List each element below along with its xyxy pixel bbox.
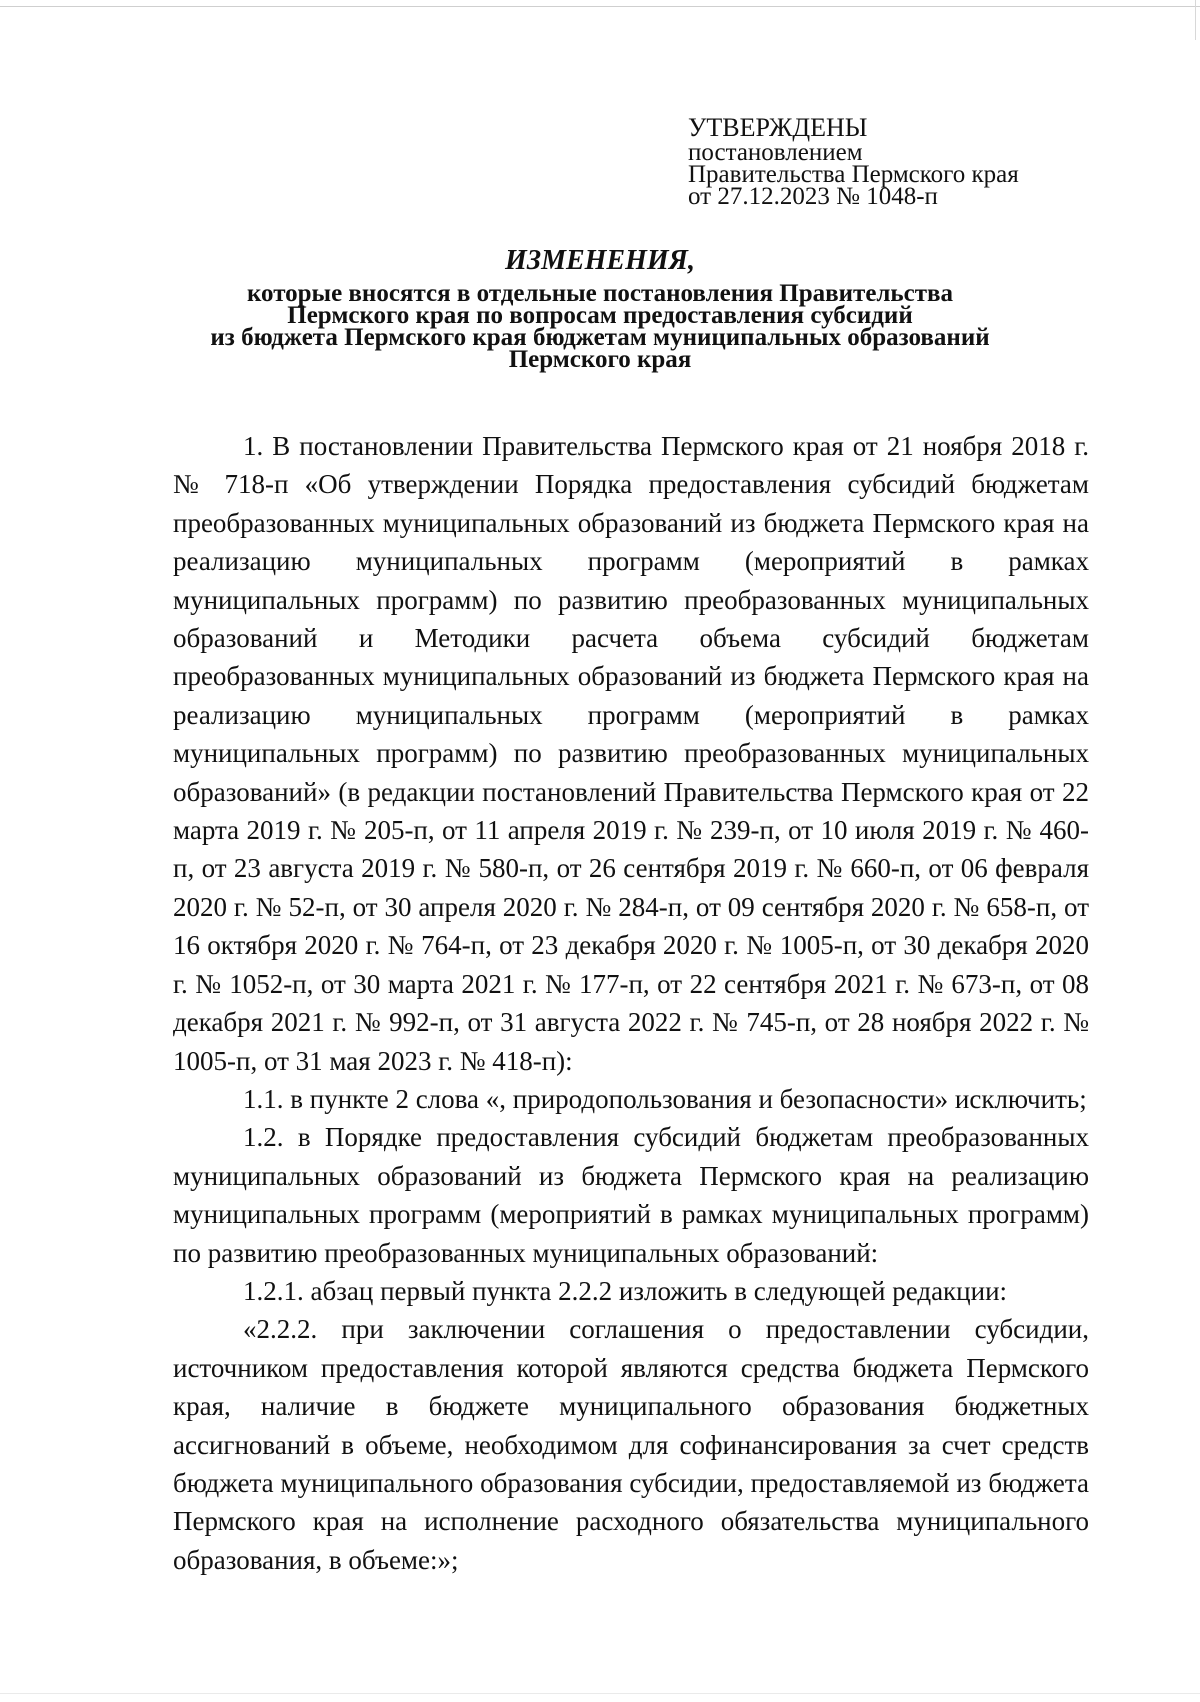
approval-stamp: УТВЕРЖДЕНЫ xyxy=(688,113,868,142)
approval-line-2: Правительства Пермского края xyxy=(688,161,1019,188)
paragraph-1-2-1: 1.2.1. абзац первый пункта 2.2.2 изложить в следующей редакции: xyxy=(243,1275,1008,1306)
document-subtitle xyxy=(150,280,1050,373)
subtitle-line-1: которые вносятся в отдельные постановления Правительства xyxy=(246,280,954,307)
paragraph-1-2: 1.2. в Порядке предоставления субсидий бюджетам преобразованных муниципальных образований из бюджета Пермского края на реализацию муниципальных программ (мероприятий в рамках муниципальных программ) по развитию преобразованных муниципальных образований: xyxy=(173,1122,1089,1268)
scan-right-edge xyxy=(1195,0,1196,40)
scan-bottom-edge xyxy=(0,1693,1200,1694)
subtitle-line-3: из бюджета Пермского края бюджетам муниципальных образований xyxy=(210,324,990,351)
document-title: ИЗМЕНЕНИЯ, xyxy=(505,245,695,276)
approval-line-1: постановлением xyxy=(688,139,863,166)
approval-block xyxy=(688,114,1108,208)
paragraph-2-2-2-quote: «2.2.2. при заключении соглашения о предоставлении субсидии, источником предоставления которой являются средства бюджета Пермского края, наличие в бюджете муниципального образования бюджетных ассигнований в объеме, необходимом для софинансирования за счет средств бюджета муниципального образования субсидии, предоставляемой из бюджета Пермского края на исполнение расходного обязательства муниципального образования, в объеме:»; xyxy=(173,1314,1089,1575)
subtitle-line-4: Пермского края xyxy=(508,346,692,373)
subtitle-line-2: Пермского края по вопросам предоставления субсидий xyxy=(287,302,913,329)
scan-top-edge xyxy=(0,6,1200,7)
paragraph-1-1: 1.1. в пункте 2 слова «, природопользования и безопасности» исключить; xyxy=(243,1083,1087,1114)
document-body xyxy=(173,427,1089,1579)
paragraph-1: 1. В постановлении Правительства Пермского края от 21 ноября 2018 г. № 718-п «Об утверждении Порядка предоставления субсидий бюджетам преобразованных муниципальных образований из бюджета Пермского края на реализацию муниципальных программ (мероприятий в рамках муниципальных программ) по развитию преобразованных муниципальных образований и Методики расчета объема субсидий бюджетам преобразованных муниципальных образований из бюджета Пермского края на реализацию муниципальных программ (мероприятий в рамках муниципальных программ) по развитию преобразованных муниципальных образований» (в редакции постановлений Правительства Пермского края от 22 марта 2019 г. № 205-п, от 11 апреля 2019 г. № 239-п, от 10 июля 2019 г. № 460-п, от 23 августа 2019 г. № 580-п, от 26 сентября 2019 г. № 660-п, от 06 февраля 2020 г. № 52-п, от 30 апреля 2020 г. № 284-п, от 09 сентября 2020 г. № 658-п, от 16 октября 2020 г. № 764-п, от 23 декабря 2020 г. № 1005-п, от 30 декабря 2020 г. № 1052-п, от 30 марта 2021 г. № 177-п, от 22 сентября 2021 г. № 673-п, от 08 декабря 2021 г. № 992-п, от 31 августа 2022 г. № 745-п, от 28 ноября 2022 г. № 1005-п, от 31 мая 2023 г. № 418-п): xyxy=(173,431,1089,1076)
approval-line-3: от 27.12.2023 № 1048-п xyxy=(688,183,938,210)
